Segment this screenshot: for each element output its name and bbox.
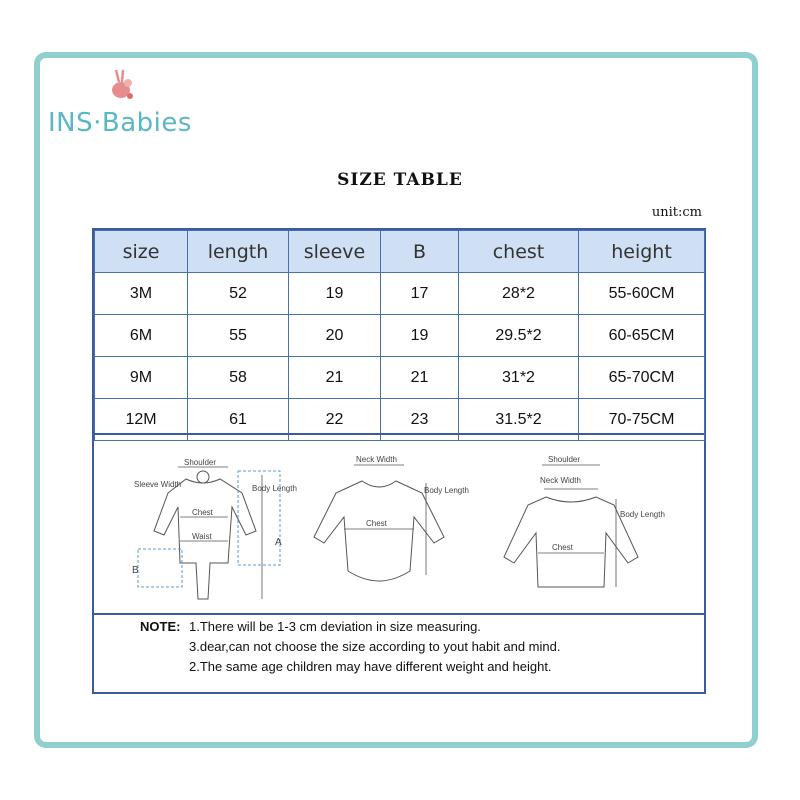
table-cell: 19 <box>381 315 459 357</box>
unit-label: unit:cm <box>651 205 702 220</box>
top-chest-label: Chest <box>552 543 573 552</box>
table-cell: 21 <box>381 357 459 399</box>
top-shoulder-label: Shoulder <box>548 455 581 464</box>
bodysuit-body-length-label: Body Length <box>424 486 469 495</box>
top-neck-width-label: Neck Width <box>540 476 581 485</box>
note-line: 3.dear,can not choose the size according to yout habit and mind. <box>189 639 561 654</box>
brand-logo <box>48 68 208 140</box>
column-header: sleeve <box>289 231 381 273</box>
table-row <box>95 315 705 357</box>
bunny-logo-icon <box>106 68 140 104</box>
romper-diagram <box>132 453 297 603</box>
shoulder-label: Shoulder <box>184 458 217 467</box>
dimension-b-label: B <box>132 565 139 576</box>
waist-label: Waist <box>192 532 212 541</box>
note-label: NOTE: <box>140 619 181 634</box>
table-cell: 31*2 <box>459 357 579 399</box>
neck-width-label: Neck Width <box>356 455 397 464</box>
table-cell: 55-60CM <box>579 273 705 315</box>
column-header: chest <box>459 231 579 273</box>
notes-section <box>94 613 704 693</box>
table-cell: 3M <box>95 273 188 315</box>
table-cell: 52 <box>188 273 289 315</box>
table-cell: 70-75CM <box>579 399 705 441</box>
size-table <box>94 230 705 441</box>
size-table-box <box>92 228 706 694</box>
chest-label: Chest <box>192 508 213 517</box>
sleeve-width-label: Sleeve Width <box>134 480 182 489</box>
table-cell: 60-65CM <box>579 315 705 357</box>
note-line: 2.The same age children may have different weight and height. <box>189 659 552 674</box>
table-cell: 12M <box>95 399 188 441</box>
bodysuit-chest-label: Chest <box>366 519 387 528</box>
column-header: B <box>381 231 459 273</box>
table-cell: 17 <box>381 273 459 315</box>
table-cell: 31.5*2 <box>459 399 579 441</box>
table-cell: 65-70CM <box>579 357 705 399</box>
dimension-a-label: A <box>275 537 282 548</box>
table-cell: 29.5*2 <box>459 315 579 357</box>
table-cell: 55 <box>188 315 289 357</box>
table-row <box>95 357 705 399</box>
table-cell: 58 <box>188 357 289 399</box>
top-body-length-label: Body Length <box>620 510 665 519</box>
column-header: length <box>188 231 289 273</box>
table-cell: 6M <box>95 315 188 357</box>
table-header-row <box>95 231 705 273</box>
table-row <box>95 273 705 315</box>
table-cell: 23 <box>381 399 459 441</box>
table-cell: 19 <box>289 273 381 315</box>
column-header: size <box>95 231 188 273</box>
table-cell: 28*2 <box>459 273 579 315</box>
page-title: SIZE TABLE <box>337 170 463 190</box>
table-cell: 21 <box>289 357 381 399</box>
table-cell: 20 <box>289 315 381 357</box>
measurement-diagrams <box>94 433 704 615</box>
brand-name: INS·Babies <box>48 108 192 138</box>
table-cell: 9M <box>95 357 188 399</box>
table-cell: 61 <box>188 399 289 441</box>
bodysuit-diagram <box>314 453 469 603</box>
top-diagram <box>494 453 674 603</box>
note-line: 1.There will be 1-3 cm deviation in size measuring. <box>189 619 481 634</box>
table-cell: 22 <box>289 399 381 441</box>
body-length-label: Body Length <box>252 484 297 493</box>
column-header: height <box>579 231 705 273</box>
